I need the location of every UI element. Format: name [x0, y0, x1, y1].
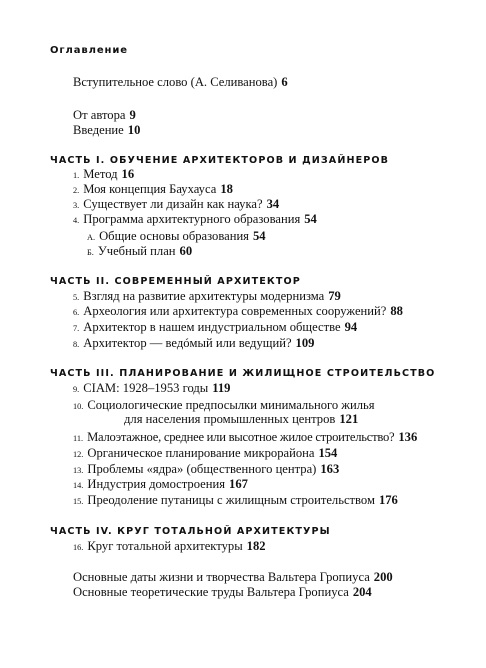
toc-subentry[interactable]: [87, 244, 192, 260]
entry-page: 34: [266, 197, 280, 211]
toc-entry[interactable]: [73, 108, 136, 122]
entry-page: 54: [252, 229, 266, 243]
entry-page: 154: [318, 446, 338, 460]
toc-entry[interactable]: [73, 212, 317, 228]
entry-title: Малоэтажное, среднее или высотное жилое строительство?: [87, 430, 395, 444]
entry-page: 16: [121, 167, 135, 181]
entry-number: 13.: [73, 466, 84, 475]
entry-title-continued: для населения промышленных центров: [124, 412, 336, 426]
toc-entry[interactable]: [73, 123, 140, 137]
entry-number: 9.: [73, 385, 80, 394]
entry-title: Введение: [73, 123, 124, 137]
entry-page: 119: [212, 381, 231, 395]
toc-heading: Оглавление: [50, 45, 128, 56]
entry-number: 16.: [73, 543, 84, 552]
toc-entry[interactable]: [73, 320, 357, 336]
toc-entry[interactable]: [73, 585, 372, 599]
toc-entry[interactable]: [73, 304, 403, 320]
entry-page: 60: [179, 244, 193, 258]
entry-number: 4.: [73, 216, 80, 225]
entry-page: 79: [328, 289, 341, 303]
entry-title: Взгляд на развитие архитектуры модернизма: [83, 289, 325, 303]
entry-title: Индустрия домостроения: [87, 477, 226, 491]
entry-title: Общие основы образования: [99, 229, 249, 243]
entry-number: 6.: [73, 308, 80, 317]
toc-entry-continuation[interactable]: [124, 412, 358, 427]
entry-page: 10: [127, 123, 141, 137]
entry-title: CIAM: 1928–1953 годы: [83, 381, 209, 395]
entry-title: Моя концепция Баухауса: [83, 182, 217, 196]
entry-number: 15.: [73, 497, 84, 506]
entry-title: Социологические предпосылки минимального жилья: [87, 398, 375, 412]
toc-entry[interactable]: [73, 381, 230, 397]
entry-number: 10.: [73, 402, 84, 411]
entry-number: 8.: [73, 340, 80, 349]
entry-title: Основные теоретические труды Вальтера Гропиуса: [73, 585, 349, 599]
entry-title: Существует ли дизайн как наука?: [83, 197, 263, 211]
entry-title: Проблемы «ядра» (общественного центра): [87, 462, 317, 476]
toc-entry[interactable]: [73, 289, 341, 305]
entry-page: 176: [378, 493, 398, 507]
toc-entry[interactable]: [73, 446, 337, 462]
entry-page: 94: [344, 320, 358, 334]
entry-page: 182: [246, 539, 266, 553]
entry-page: 204: [352, 585, 372, 599]
entry-title: Археология или архитектура современных сооружений?: [83, 304, 387, 318]
entry-number: 14.: [73, 481, 84, 490]
entry-page: 18: [220, 182, 233, 196]
entry-page: 54: [304, 212, 317, 226]
toc-entry[interactable]: [73, 182, 233, 198]
entry-number: Б.: [87, 248, 94, 257]
toc-subentry[interactable]: [87, 229, 266, 245]
toc-entry[interactable]: [73, 336, 314, 352]
part-heading: ЧАСТЬ II. СОВРЕМЕННЫЙ АРХИТЕКТОР: [50, 276, 301, 287]
part-heading: ЧАСТЬ III. ПЛАНИРОВАНИЕ И ЖИЛИЩНОЕ СТРОИТЕЛЬСТВО: [50, 368, 436, 379]
toc-entry[interactable]: [73, 167, 134, 183]
entry-page: 88: [390, 304, 403, 318]
entry-title: Архитектор в нашем индустриальном обществе: [83, 320, 341, 334]
entry-page: 121: [339, 412, 359, 426]
entry-page: 9: [129, 108, 136, 122]
entry-title: Органическое планирование микрорайона: [87, 446, 315, 460]
entry-title: Метод: [83, 167, 118, 181]
entry-number: 3.: [73, 201, 80, 210]
toc-entry[interactable]: [73, 477, 248, 493]
toc-entry[interactable]: [73, 570, 393, 584]
entry-title: Учебный план: [97, 244, 176, 258]
entry-page: 109: [295, 336, 315, 350]
entry-title: Вступительное слово (А. Селиванова): [73, 75, 278, 89]
entry-title: Преодоление путаницы с жилищным строительством: [87, 493, 375, 507]
entry-page: 136: [398, 430, 418, 444]
toc-entry[interactable]: [73, 197, 279, 213]
entry-number: 1.: [73, 171, 80, 180]
entry-number: 5.: [73, 293, 80, 302]
entry-title: Основные даты жизни и творчества Вальтера Гропиуса: [73, 570, 370, 584]
entry-number: 2.: [73, 186, 80, 195]
entry-title: От автора: [73, 108, 126, 122]
part-heading: ЧАСТЬ IV. КРУГ ТОТАЛЬНОЙ АРХИТЕКТУРЫ: [50, 526, 331, 537]
entry-page: 200: [373, 570, 393, 584]
toc-entry[interactable]: [73, 462, 339, 478]
toc-entry[interactable]: [73, 539, 266, 555]
part-heading: ЧАСТЬ I. ОБУЧЕНИЕ АРХИТЕКТОРОВ И ДИЗАЙНЕРОВ: [50, 155, 390, 166]
entry-page: 6: [281, 75, 288, 89]
toc-entry[interactable]: [73, 430, 417, 446]
entry-number: 11.: [73, 434, 84, 443]
entry-title: Архитектор — ведóмый или ведущий?: [83, 336, 292, 350]
toc-entry[interactable]: [73, 75, 288, 89]
toc-entry[interactable]: [73, 493, 398, 509]
entry-page: 167: [229, 477, 248, 491]
entry-number: 12.: [73, 450, 84, 459]
entry-number: 7.: [73, 324, 80, 333]
entry-title: Круг тотальной архитектуры: [87, 539, 243, 553]
entry-number: А.: [87, 233, 96, 242]
entry-page: 163: [320, 462, 340, 476]
entry-title: Программа архитектурного образования: [83, 212, 301, 226]
